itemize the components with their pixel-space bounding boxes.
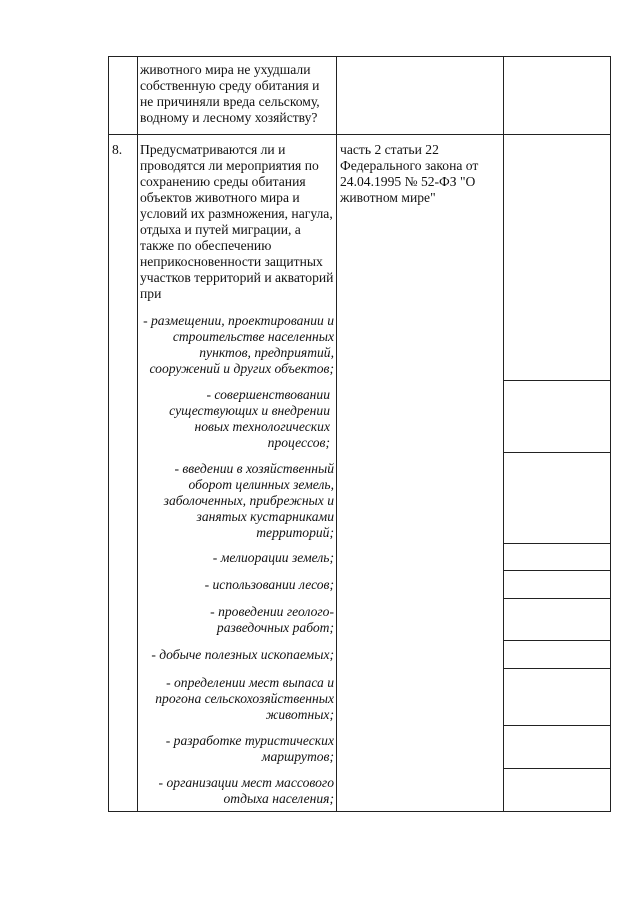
list-item: - мелиорации земель; [212,550,334,565]
list-item: - размещении, проектировании и строительстве населенных пунктов, предприятий, сооружений и других объектов; [143,313,334,376]
table-border-right [610,56,611,812]
row-separator [108,134,611,135]
row-question: Предусматриваются ли и проводятся ли мероприятия по сохранению среды обитания объектов животного мира и условий их размножения, нагула, отдыха и путей миграции, а также по обеспечению неприкосновенности защитных участков территорий и акваторий при [140,142,334,301]
list-item: - введении в хозяйственный оборот целинных земель, заболоченных, прибрежных и занятых кустарниками территорий; [163,461,334,540]
subrow-separator [503,543,611,544]
list-item: - добыче полезных ископаемых; [151,647,334,662]
subrow-separator [503,725,611,726]
subrow-separator [503,380,611,381]
list-item: - определении мест выпаса и прогона сельскохозяйственных животных; [155,675,334,722]
table-border-top [108,56,611,57]
subrow-separator [503,452,611,453]
subrow-separator [503,640,611,641]
reference-column-divider [503,56,504,812]
list-item: - разработке туристических маршрутов; [165,733,334,764]
question-column-divider [336,56,337,812]
number-column-divider [137,56,138,812]
list-item: - проведении геолого-разведочных работ; [210,604,334,635]
table-border-bottom [108,811,338,812]
list-item: - использовании лесов; [204,577,334,592]
table-border-bottom [336,811,611,812]
previous-row-text: животного мира не ухудшали собственную среду обитания и не причиняли вреда сельскому, водному и лесному хозяйству? [140,62,320,125]
row-number: 8. [112,142,123,157]
subrow-separator [503,768,611,769]
subrow-separator [503,570,611,571]
subrow-separator [503,668,611,669]
list-item: - совершенствовании существующих и внедрении новых технологических процессов; [169,387,330,450]
list-item: - организации мест массового отдыха населения; [158,775,334,806]
subrow-separator [503,598,611,599]
table-border-left [108,56,109,812]
legal-reference: часть 2 статьи 22 Федерального закона от 24.04.1995 № 52-ФЗ "О животном мире" [340,142,479,205]
